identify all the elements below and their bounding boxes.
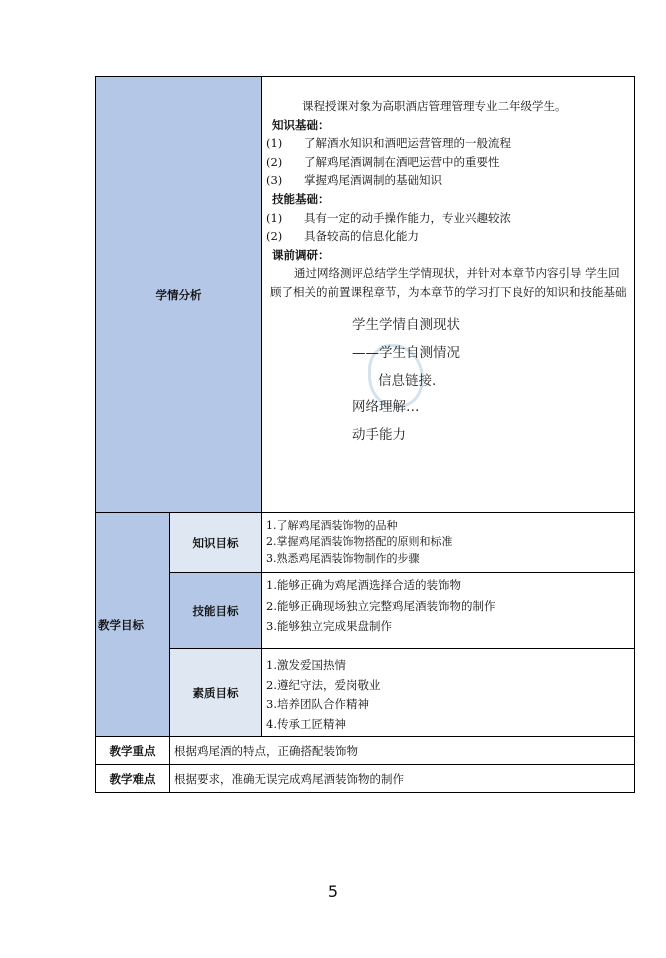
difficulty-row: [96, 765, 635, 793]
quality-objective-list: [262, 649, 635, 737]
pre-class-research-title: 课前调研：: [272, 247, 330, 262]
self-assessment-figure: [320, 314, 500, 452]
learning-analysis-label: 学情分析: [96, 77, 262, 513]
difficulty-label: 教学难点: [96, 765, 170, 793]
key-point-row: [96, 737, 635, 765]
skill-base-list: [266, 209, 632, 246]
learning-analysis-row: [96, 77, 635, 513]
knowledge-base-item: (1) 了解酒水知识和酒吧运营管理的一般流程: [266, 136, 511, 151]
quality-objective-item: 4.传承工匠精神: [266, 716, 346, 731]
knowledge-base-list: [266, 134, 632, 190]
learning-analysis-content: [262, 77, 635, 513]
quality-objective-item: 3.培养团队合作精神: [266, 697, 369, 711]
figure-line: 信息链接.: [378, 372, 437, 389]
pre-class-research-text: 通过网络测评总结学生学情现状，并针对本章节内容引导 学生回顾了相关的前置课程章节，为本章节的学习打下良好的知识和技能基础: [270, 266, 627, 299]
skill-objective-item: 1.能够正确为鸡尾酒选择合适的装饰物: [266, 578, 461, 592]
quality-objective-item: 1.激发爱国热情: [266, 658, 346, 672]
knowledge-base-item: (2) 了解鸡尾酒调制在酒吧运营中的重要性: [266, 154, 500, 169]
skill-base-item: (2) 具备较高的信息化能力: [266, 229, 419, 244]
skill-objective-row: [96, 573, 635, 649]
skill-objective-list: [262, 573, 635, 649]
knowledge-objective-item: 3.熟悉鸡尾酒装饰物制作的步骤: [266, 551, 420, 565]
figure-line: 动手能力: [352, 426, 406, 443]
quality-objective-label: 素质目标: [170, 649, 262, 737]
figure-line: 网络理解…: [352, 398, 420, 415]
skill-objective-item: 3.能够独立完成果盘制作: [266, 619, 392, 633]
knowledge-objective-item: 1.了解鸡尾酒装饰物的品种: [266, 518, 398, 532]
knowledge-objective-label: 知识目标: [170, 513, 262, 573]
difficulty-text: 根据要求，准确无误完成鸡尾酒装饰物的制作: [170, 765, 635, 793]
knowledge-objective-row: [96, 513, 635, 573]
skill-objective-item: 2.能够正确现场独立完整鸡尾酒装饰物的制作: [266, 598, 496, 613]
knowledge-base-item: (3) 掌握鸡尾酒调制的基础知识: [266, 173, 442, 188]
page-number: 5: [327, 882, 339, 901]
key-point-label: 教学重点: [96, 737, 170, 765]
knowledge-objective-list: [262, 513, 635, 573]
objectives-label: 教学目标: [96, 513, 170, 737]
key-point-text: 根据鸡尾酒的特点，正确搭配装饰物: [170, 737, 635, 765]
skill-objective-label: 技能目标: [170, 573, 262, 649]
skill-base-item: (1) 具有一定的动手操作能力，专业兴趣较浓: [266, 210, 511, 225]
knowledge-objective-item: 2.掌握鸡尾酒装饰物搭配的原则和标准: [266, 535, 453, 549]
skill-base-title: 技能基础：: [272, 191, 330, 206]
quality-objective-row: [96, 649, 635, 737]
lesson-plan-table: [95, 76, 635, 793]
quality-objective-item: 2.遵纪守法，爱岗敬业: [266, 677, 381, 692]
figure-line: 学生学情自测现状: [352, 316, 460, 333]
figure-line: ——学生自测情况: [352, 344, 460, 361]
intro-text: 课程授课对象为高职酒店管理管理专业二年级学生。: [302, 99, 567, 113]
knowledge-base-title: 知识基础：: [272, 117, 330, 132]
